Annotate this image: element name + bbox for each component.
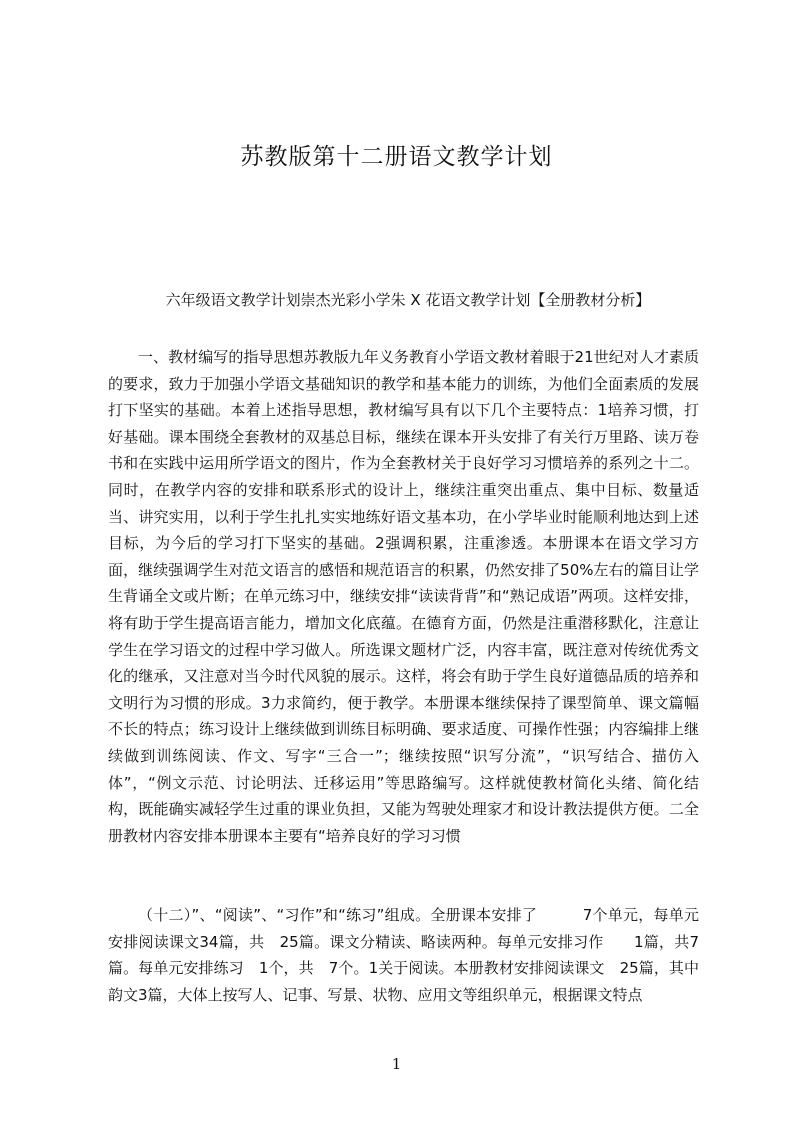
page-number: 1 bbox=[391, 1055, 402, 1073]
body-paragraph: （十二）”、“阅读”、“习作”和“练习”组成。全册课本安排了 7个单元，每单元安排阅读课文34篇，共 25篇。课文分精读、略读两种。每单元安排习作 1篇，共7篇。每单元安排练习 1个，共 7个。1关于阅读。本册教材安排阅读课文 25篇，其中韵文3篇，大体上按写人、记事、写景、状物、应用文等组织单元，根据课文特点 bbox=[108, 906, 699, 1004]
document-title: 苏教版第十二册语文教学计划 bbox=[240, 144, 553, 170]
document-subtitle: 六年级语文教学计划崇杰光彩小学朱 X 花语文教学计划【全册教材分析】 bbox=[165, 291, 651, 309]
body-paragraph: 一、教材编写的指导思想苏教版九年义务教育小学语文教材着眼于21世纪对人才素质的要求，致力于加强小学语文基础知识的教学和基本能力的训练，为他们全面素质的发展打下坚实的基础。本着上述指导思想，教材编写具有以下几个主要特点：1培养习惯，打好基础。课本围绕全套教材的双基总目标，继续在课本开头安排了有关行万里路、读万卷书和在实践中运用所学语文的图片，作为全套教材关于良好学习习惯培养的系列之十二。同时，在教学内容的安排和联系形式的设计上，继续注重突出重点、集中目标、数量适当、讲究实用，以利于学生扎扎实实地练好语文基本功，在小学毕业时能顺利地达到上述目标，为今后的学习打下坚实的基础。2强调积累，注重渗透。本册课本在语文学习方面，继续强调学生对范文语言的感悟和规范语言的积累，仍然安排了50%左右的篇目让学生背诵全文或片断；在单元练习中，继续安排“读读背背”和“熟记成语”两项。这样安排，将有助于学生提高语言能力，增加文化底蕴。在德育方面，仍然是注重潜移默化，注意让学生在学习语文的过程中学习做人。所选课文题材广泛，内容丰富，既注意对传统优秀文化的继承，又注意对当今时代风貌的展示。这样，将会有助于学生良好道德品质的培养和文明行为习惯的形成。3力求简约，便于教学。本册课本继续保持了课型简单、课文篇幅不长的特点；练习设计上继续做到训练目标明确、要求适度、可操作性强；内容编排上继续做到训练阅读、作文、写字“三合一”；继续按照“识写分流”，“识写结合、描仿入体”，“例文示范、讨论明法、迁移运用”等思路编写。这样就使教材简化头绪、简化结构，既能确实减轻学生过重的课业负担，又能为驾驶处理家才和设计教法提供方便。二全册教材内容安排本册课本主要有“培养良好的学习习惯 bbox=[108, 348, 699, 845]
